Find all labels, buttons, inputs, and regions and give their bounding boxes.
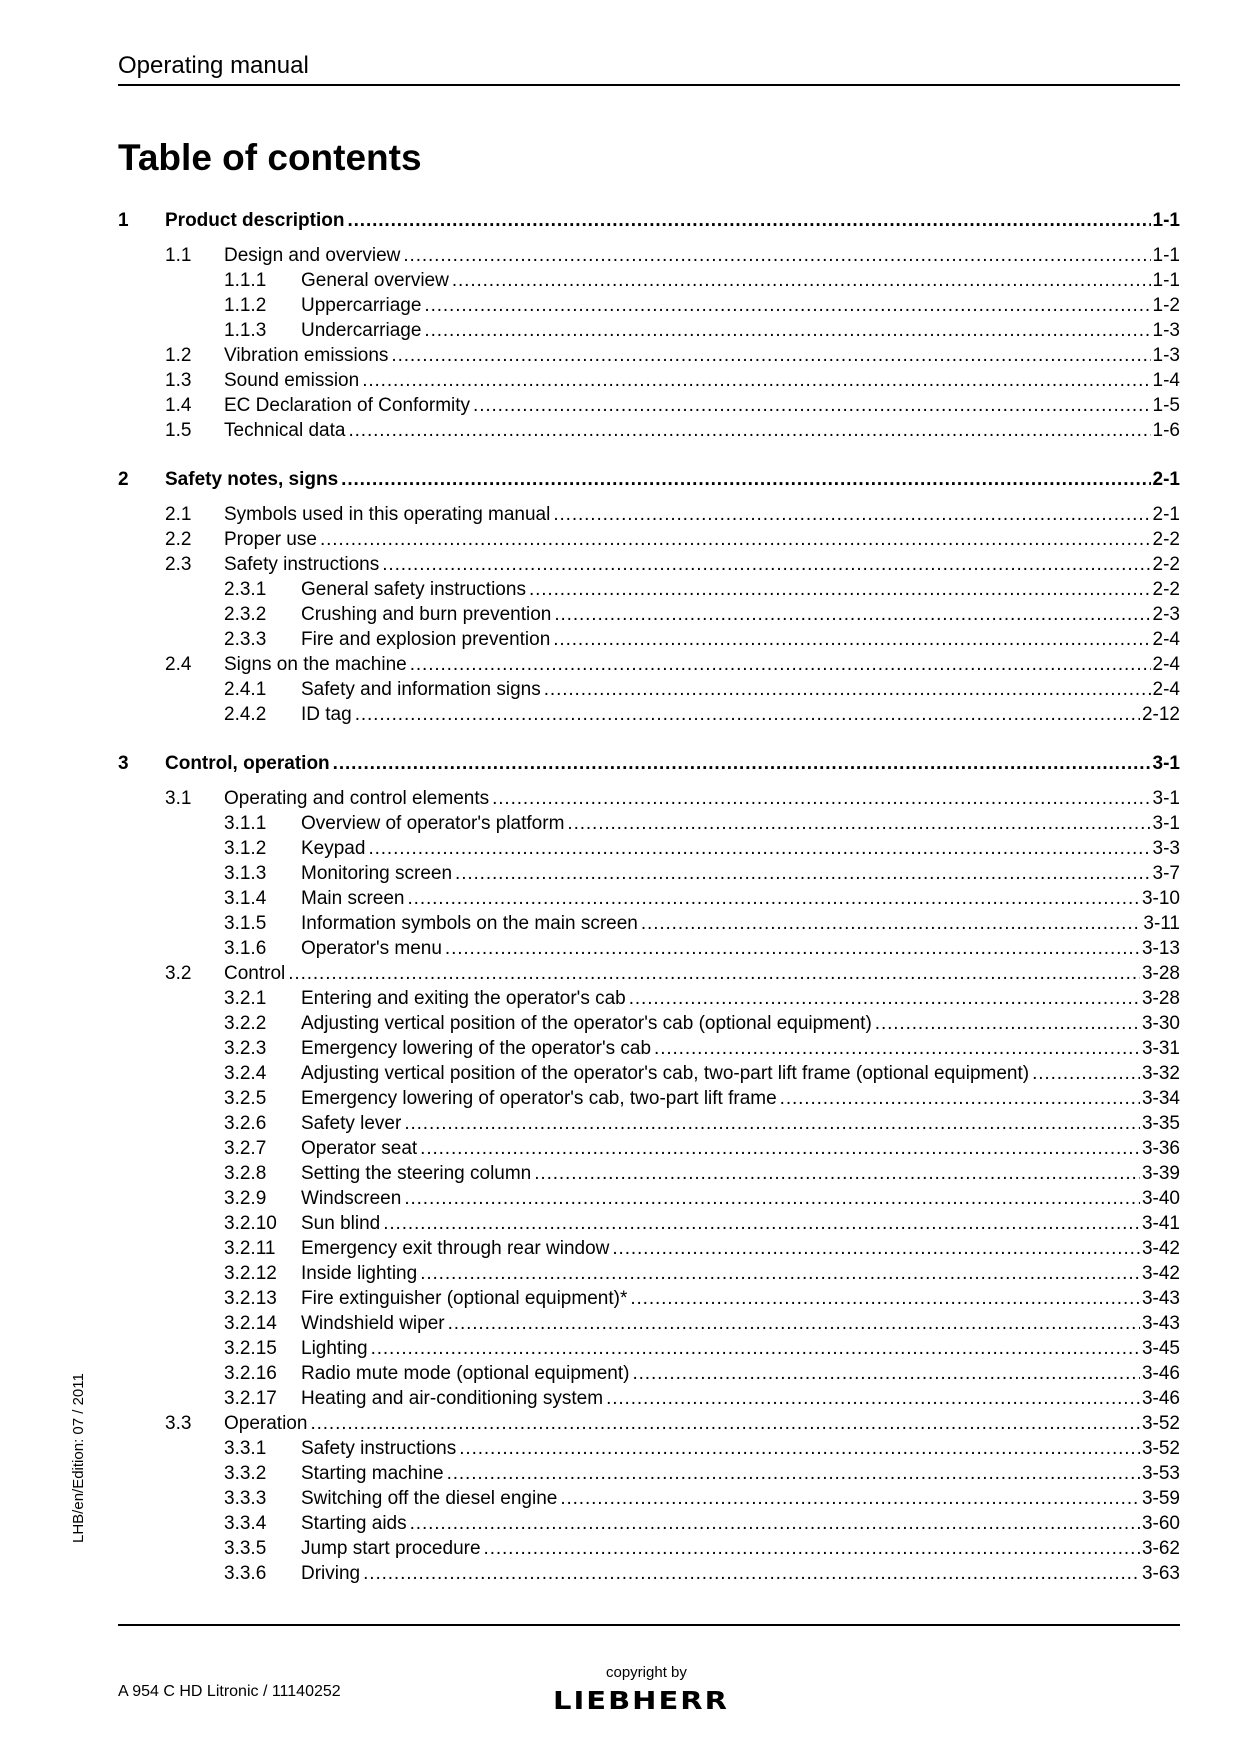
toc-entry-number: 3.2.16	[224, 1363, 277, 1384]
toc-entry-page: 3-40	[1141, 1188, 1180, 1209]
dot-leader	[410, 654, 1151, 676]
dot-leader	[473, 395, 1150, 417]
dot-leader	[534, 1163, 1140, 1185]
toc-entry-page: 3-11	[1143, 913, 1180, 934]
toc-entry-title: Emergency exit through rear window	[301, 1238, 610, 1259]
toc-entry[interactable]	[118, 579, 1180, 604]
toc-entry-page: 1-3	[1152, 320, 1180, 341]
toc-entry[interactable]	[118, 1038, 1180, 1063]
toc-entry-page: 3-13	[1141, 938, 1180, 959]
toc-entry-title: Design and overview	[224, 245, 401, 266]
toc-entry[interactable]	[118, 813, 1180, 838]
toc-entry-number: 3.2.10	[224, 1213, 277, 1234]
toc-entry[interactable]	[118, 504, 1180, 529]
dot-leader	[875, 1013, 1140, 1035]
toc-entry-title: Starting aids	[301, 1513, 407, 1534]
toc-entry-title: Information symbols on the main screen	[301, 913, 638, 934]
toc-entry-number: 3.2.5	[224, 1088, 267, 1109]
toc-entry-number: 2.2	[165, 529, 192, 550]
dot-leader	[484, 1538, 1140, 1560]
toc-entry-title: Emergency lowering of the operator's cab	[301, 1038, 652, 1059]
toc-entry-title: Safety lever	[301, 1113, 402, 1134]
toc-entry[interactable]	[118, 1213, 1180, 1238]
toc-entry-title: Jump start procedure	[301, 1538, 481, 1559]
toc-entry-number: 2.1	[165, 504, 192, 525]
toc-entry[interactable]	[118, 1363, 1180, 1388]
toc-entry[interactable]	[118, 1113, 1180, 1138]
dot-leader	[567, 813, 1150, 835]
toc-entry-number: 2.3.3	[224, 629, 267, 650]
toc-entry-number: 3.2.3	[224, 1038, 267, 1059]
dot-leader	[341, 469, 1150, 491]
toc-entry[interactable]	[118, 1188, 1180, 1213]
toc-entry[interactable]	[118, 554, 1180, 579]
toc-entry-title: Setting the steering column	[301, 1163, 532, 1184]
dot-leader	[641, 913, 1141, 935]
toc-entry-number: 3.3.5	[224, 1538, 267, 1559]
toc-entry-number: 3.2.13	[224, 1288, 277, 1309]
toc-entry-title: Crushing and burn prevention	[301, 604, 552, 625]
toc-entry-title: Lighting	[301, 1338, 368, 1359]
dot-leader	[1032, 1063, 1140, 1085]
toc-entry-number: 2	[118, 469, 129, 490]
toc-entry-page: 3-45	[1141, 1338, 1180, 1359]
dot-leader	[448, 1313, 1140, 1335]
toc-entry-number: 3.2.9	[224, 1188, 267, 1209]
dot-leader	[452, 270, 1151, 292]
toc-entry-title: Overview of operator's platform	[301, 813, 565, 834]
toc-entry-title: Uppercarriage	[301, 295, 422, 316]
toc-entry-number: 1.1.1	[224, 270, 267, 291]
toc-entry[interactable]	[118, 988, 1180, 1013]
toc-entry[interactable]	[118, 1088, 1180, 1113]
toc-entry-page: 2-4	[1152, 629, 1180, 650]
dot-leader	[630, 1288, 1140, 1310]
toc-entry-number: 3.3.6	[224, 1563, 267, 1584]
toc-entry-number: 3	[118, 753, 129, 774]
toc-entry-page: 3-36	[1141, 1138, 1180, 1159]
toc-entry-page: 3-1	[1152, 753, 1180, 774]
toc-entry-page: 1-6	[1152, 420, 1180, 441]
toc-entry-title: Technical data	[224, 420, 346, 441]
toc-entry[interactable]	[118, 270, 1180, 295]
edition-note: LHB/en/Edition: 07 / 2011	[70, 1373, 87, 1543]
liebherr-logo: LIEBHERR	[553, 1686, 729, 1715]
toc-entry[interactable]	[118, 1263, 1180, 1288]
footer-divider	[118, 1624, 1180, 1626]
toc-entry-page: 2-3	[1152, 604, 1180, 625]
toc-entry-title: Signs on the machine	[224, 654, 407, 675]
toc-entry-number: 3.3.2	[224, 1463, 267, 1484]
toc-entry-page: 3-32	[1141, 1063, 1180, 1084]
toc-entry-title: Inside lighting	[301, 1263, 418, 1284]
toc-entry-page: 2-4	[1152, 679, 1180, 700]
toc-entry-number: 3.1.1	[224, 813, 267, 834]
dot-leader	[368, 838, 1150, 860]
toc-entry-title: Product description	[165, 210, 345, 231]
toc-entry[interactable]	[118, 1438, 1180, 1463]
toc-entry[interactable]	[118, 1513, 1180, 1538]
toc-entry-number: 2.3.1	[224, 579, 267, 600]
model-number: A 954 C HD Litronic / 11140252	[118, 1683, 341, 1700]
toc-entry-title: Operation	[224, 1413, 308, 1434]
toc-entry-page: 3-31	[1141, 1038, 1180, 1059]
toc-entry-number: 3.2.4	[224, 1063, 267, 1084]
toc-entry-page: 3-28	[1141, 988, 1180, 1009]
toc-entry-number: 3.3.3	[224, 1488, 267, 1509]
toc-entry-title: Sound emission	[224, 370, 360, 391]
dot-leader	[348, 420, 1150, 442]
toc-entry-title: Emergency lowering of operator's cab, two-part lift frame	[301, 1088, 777, 1109]
toc-entry-title: Fire and explosion prevention	[301, 629, 551, 650]
toc-entry-number: 3.1.4	[224, 888, 267, 909]
toc-entry-title: Driving	[301, 1563, 361, 1584]
toc-entry-number: 3.1.3	[224, 863, 267, 884]
toc-entry-page: 3-39	[1141, 1163, 1180, 1184]
dot-leader	[310, 1413, 1140, 1435]
toc-entry-number: 3.2	[165, 963, 192, 984]
toc-entry[interactable]	[118, 370, 1180, 395]
toc-entry-title: Vibration emissions	[224, 345, 389, 366]
dot-leader	[553, 504, 1150, 526]
toc-entry-number: 3.1	[165, 788, 192, 809]
dot-leader	[629, 988, 1140, 1010]
dot-leader	[320, 529, 1151, 551]
toc-entry-title: Starting machine	[301, 1463, 444, 1484]
header-divider	[118, 84, 1180, 86]
toc-entry[interactable]	[118, 788, 1180, 813]
toc-entry-title: Operator's menu	[301, 938, 442, 959]
dot-leader	[424, 295, 1150, 317]
toc-entry[interactable]	[118, 1288, 1180, 1313]
toc-entry-title: Switching off the diesel engine	[301, 1488, 558, 1509]
toc-entry-title: Undercarriage	[301, 320, 422, 341]
toc-entry[interactable]	[118, 395, 1180, 420]
toc-entry-page: 1-1	[1152, 270, 1180, 291]
dot-leader	[424, 320, 1150, 342]
dot-leader	[404, 1188, 1140, 1210]
toc-entry[interactable]	[118, 1338, 1180, 1363]
toc-entry-number: 3.2.15	[224, 1338, 277, 1359]
toc-entry[interactable]	[118, 679, 1180, 704]
dot-leader	[654, 1038, 1140, 1060]
toc-entry-number: 2.4.1	[224, 679, 267, 700]
toc-entry-number: 3.1.2	[224, 838, 267, 859]
dot-leader	[459, 1438, 1140, 1460]
toc-entry-page: 3-63	[1141, 1563, 1180, 1584]
toc-entry[interactable]	[118, 704, 1180, 729]
toc-entry[interactable]	[118, 245, 1180, 270]
toc-entry-page: 2-2	[1152, 554, 1180, 575]
toc-entry[interactable]	[118, 654, 1180, 679]
toc-entry[interactable]	[118, 863, 1180, 888]
toc-entry[interactable]	[118, 753, 1180, 778]
page-title: Table of contents	[118, 137, 422, 178]
dot-leader	[632, 1363, 1140, 1385]
toc-entry-number: 2.3.2	[224, 604, 267, 625]
toc-entry-title: ID tag	[301, 704, 352, 725]
toc-entry-number: 3.2.6	[224, 1113, 267, 1134]
toc-entry[interactable]	[118, 295, 1180, 320]
dot-leader	[408, 888, 1140, 910]
toc-entry-page: 3-46	[1141, 1363, 1180, 1384]
toc-entry-number: 1.1.2	[224, 295, 267, 316]
toc-entry-page: 3-35	[1141, 1113, 1180, 1134]
dot-leader	[560, 1488, 1140, 1510]
toc-entry-title: General safety instructions	[301, 579, 526, 600]
toc-entry[interactable]	[118, 320, 1180, 345]
dot-leader	[554, 604, 1150, 626]
toc-entry-number: 1.1.3	[224, 320, 267, 341]
toc-entry-title: Keypad	[301, 838, 366, 859]
toc-entry-title: Fire extinguisher (optional equipment)*	[301, 1288, 628, 1309]
toc-entry-title: Main screen	[301, 888, 405, 909]
dot-leader	[445, 938, 1140, 960]
toc-entry-number: 3.2.12	[224, 1263, 277, 1284]
dot-leader	[363, 1563, 1140, 1585]
toc-entry[interactable]	[118, 1388, 1180, 1413]
toc-entry-page: 3-30	[1141, 1013, 1180, 1034]
toc-entry-page: 3-1	[1152, 813, 1180, 834]
dot-leader	[362, 370, 1150, 392]
toc-entry-page: 3-52	[1141, 1413, 1180, 1434]
toc-entry-number: 3.2.7	[224, 1138, 267, 1159]
toc-entry-page: 3-59	[1141, 1488, 1180, 1509]
toc-entry-page: 1-3	[1152, 345, 1180, 366]
toc-entry-title: Windscreen	[301, 1188, 402, 1209]
dot-leader	[447, 1463, 1140, 1485]
dot-leader	[420, 1138, 1140, 1160]
toc-entry-number: 1	[118, 210, 129, 231]
toc-entry[interactable]	[118, 1538, 1180, 1563]
toc-entry-number: 3.2.17	[224, 1388, 277, 1409]
toc-entry[interactable]	[118, 1013, 1180, 1038]
toc-entry[interactable]	[118, 629, 1180, 654]
toc-entry-number: 3.3.1	[224, 1438, 267, 1459]
toc-entry[interactable]	[118, 1063, 1180, 1088]
toc-entry[interactable]	[118, 888, 1180, 913]
dot-leader	[612, 1238, 1140, 1260]
toc-entry-number: 1.2	[165, 345, 192, 366]
toc-entry[interactable]	[118, 345, 1180, 370]
toc-entry-page: 3-62	[1141, 1538, 1180, 1559]
toc-entry[interactable]	[118, 604, 1180, 629]
toc-entry-title: EC Declaration of Conformity	[224, 395, 471, 416]
toc-entry-title: Safety instructions	[224, 554, 380, 575]
toc-entry-page: 3-46	[1141, 1388, 1180, 1409]
toc-entry-number: 3.2.8	[224, 1163, 267, 1184]
toc-entry[interactable]	[118, 469, 1180, 494]
dot-leader	[288, 963, 1140, 985]
toc-entry-title: Operating and control elements	[224, 788, 490, 809]
toc-entry-number: 1.4	[165, 395, 192, 416]
toc-entry-number: 3.1.5	[224, 913, 267, 934]
toc-entry-title: Sun blind	[301, 1213, 381, 1234]
toc-entry[interactable]	[118, 1488, 1180, 1513]
toc-entry-title: Safety notes, signs	[165, 469, 339, 490]
toc-entry[interactable]	[118, 938, 1180, 963]
toc-entry-number: 1.1	[165, 245, 192, 266]
toc-entry[interactable]	[118, 1463, 1180, 1488]
toc-entry-page: 1-2	[1152, 295, 1180, 316]
dot-leader	[606, 1388, 1140, 1410]
toc-entry-page: 3-28	[1141, 963, 1180, 984]
dot-leader	[391, 345, 1150, 367]
running-header: Operating manual	[118, 52, 309, 79]
toc-entry-title: General overview	[301, 270, 449, 291]
toc-entry[interactable]	[118, 838, 1180, 863]
dot-leader	[404, 1113, 1140, 1135]
toc-entry-number: 3.2.2	[224, 1013, 267, 1034]
toc-entry[interactable]	[118, 529, 1180, 554]
dot-leader	[420, 1263, 1140, 1285]
toc-entry-page: 3-41	[1141, 1213, 1180, 1234]
dot-leader	[455, 863, 1151, 885]
toc-entry-number: 1.3	[165, 370, 192, 391]
toc-entry[interactable]	[118, 1138, 1180, 1163]
copyright-label: copyright by	[606, 1664, 687, 1681]
toc-entry-title: Adjusting vertical position of the operator's cab (optional equipment)	[301, 1013, 872, 1034]
toc-entry-title: Control	[224, 963, 286, 984]
toc-entry-page: 3-34	[1141, 1088, 1180, 1109]
toc-entry-title: Operator seat	[301, 1138, 418, 1159]
toc-entry-page: 3-42	[1141, 1263, 1180, 1284]
toc-entry-page: 1-4	[1152, 370, 1180, 391]
toc-entry-number: 3.3.4	[224, 1513, 267, 1534]
toc-entry[interactable]	[118, 420, 1180, 445]
toc-entry-page: 3-60	[1141, 1513, 1180, 1534]
toc-entry-title: Safety instructions	[301, 1438, 457, 1459]
table-of-contents	[118, 210, 1180, 1588]
toc-entry-page: 3-43	[1141, 1288, 1180, 1309]
toc-entry-page: 2-1	[1152, 504, 1180, 525]
toc-entry-page: 3-10	[1141, 888, 1180, 909]
toc-entry-page: 3-3	[1152, 838, 1180, 859]
toc-entry-page: 3-52	[1141, 1438, 1180, 1459]
toc-entry-page: 3-53	[1141, 1463, 1180, 1484]
dot-leader	[492, 788, 1150, 810]
toc-entry-page: 3-43	[1141, 1313, 1180, 1334]
toc-entry-number: 2.4.2	[224, 704, 267, 725]
toc-entry-number: 3.2.14	[224, 1313, 277, 1334]
dot-leader	[544, 679, 1151, 701]
dot-leader	[780, 1088, 1140, 1110]
toc-entry-number: 3.2.11	[224, 1238, 276, 1259]
toc-entry-page: 3-1	[1152, 788, 1180, 809]
toc-entry-page: 1-1	[1152, 210, 1180, 231]
toc-entry-page: 1-1	[1152, 245, 1180, 266]
toc-entry[interactable]	[118, 963, 1180, 988]
toc-entry-page: 2-4	[1152, 654, 1180, 675]
dot-leader	[383, 1213, 1140, 1235]
toc-entry-title: Heating and air-conditioning system	[301, 1388, 604, 1409]
toc-entry-number: 2.3	[165, 554, 192, 575]
toc-entry[interactable]	[118, 1163, 1180, 1188]
toc-entry-number: 3.1.6	[224, 938, 267, 959]
toc-entry-page: 1-5	[1152, 395, 1180, 416]
dot-leader	[410, 1513, 1140, 1535]
dot-leader	[529, 579, 1151, 601]
dot-leader	[403, 245, 1150, 267]
dot-leader	[347, 210, 1150, 232]
dot-leader	[382, 554, 1150, 576]
toc-entry-title: Monitoring screen	[301, 863, 453, 884]
toc-entry-title: Windshield wiper	[301, 1313, 445, 1334]
toc-entry[interactable]	[118, 1563, 1180, 1588]
toc-entry-page: 2-12	[1141, 704, 1180, 725]
toc-entry-number: 2.4	[165, 654, 192, 675]
toc-entry-title: Radio mute mode (optional equipment)	[301, 1363, 630, 1384]
dot-leader	[371, 1338, 1140, 1360]
toc-entry-page: 3-42	[1141, 1238, 1180, 1259]
toc-entry-title: Safety and information signs	[301, 679, 541, 700]
toc-entry-number: 1.5	[165, 420, 192, 441]
toc-entry-page: 2-2	[1152, 579, 1180, 600]
dot-leader	[553, 629, 1150, 651]
toc-entry-title: Symbols used in this operating manual	[224, 504, 551, 525]
toc-entry[interactable]	[118, 1413, 1180, 1438]
toc-entry[interactable]	[118, 210, 1180, 235]
toc-entry[interactable]	[118, 1313, 1180, 1338]
toc-entry-title: Adjusting vertical position of the operator's cab, two-part lift frame (optional equipment)	[301, 1063, 1030, 1084]
toc-entry-page: 2-2	[1152, 529, 1180, 550]
toc-entry-page: 3-7	[1152, 863, 1180, 884]
toc-entry[interactable]	[118, 913, 1180, 938]
toc-entry-title: Control, operation	[165, 753, 330, 774]
toc-entry-title: Proper use	[224, 529, 317, 550]
toc-entry-number: 3.2.1	[224, 988, 267, 1009]
toc-entry-page: 2-1	[1152, 469, 1180, 490]
toc-entry[interactable]	[118, 1238, 1180, 1263]
dot-leader	[333, 753, 1151, 775]
toc-entry-title: Entering and exiting the operator's cab	[301, 988, 626, 1009]
toc-entry-number: 3.3	[165, 1413, 192, 1434]
dot-leader	[355, 704, 1140, 726]
